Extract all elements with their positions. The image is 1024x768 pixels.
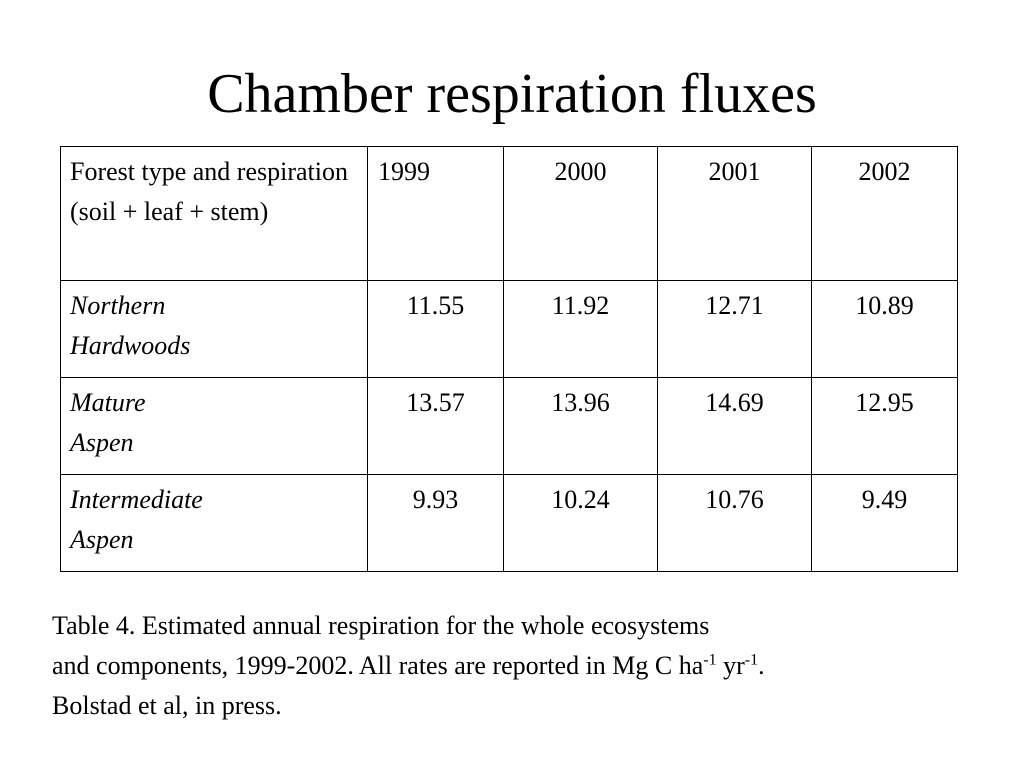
row-label-line1: Northern bbox=[70, 291, 166, 320]
table-row bbox=[61, 378, 958, 475]
row-label bbox=[61, 281, 368, 378]
header-cell-forest-type: Forest type and respiration (soil + leaf + stem) bbox=[61, 147, 368, 281]
row-label-line2: Aspen bbox=[70, 428, 134, 457]
table-cell: 12.71 bbox=[658, 281, 812, 378]
header-cell-2000: 2000 bbox=[504, 147, 658, 281]
table-row bbox=[61, 475, 958, 572]
table-cell: 13.57 bbox=[368, 378, 504, 475]
table-cell: 13.96 bbox=[504, 378, 658, 475]
header-cell-2001: 2001 bbox=[658, 147, 812, 281]
row-label-line2: Aspen bbox=[70, 525, 134, 554]
header-cell-1999: 1999 bbox=[368, 147, 504, 281]
table-row bbox=[61, 281, 958, 378]
header-cell-2002: 2002 bbox=[812, 147, 958, 281]
table-caption bbox=[52, 606, 1012, 726]
table-header-row bbox=[61, 147, 958, 281]
row-label-line1: Intermediate bbox=[70, 485, 203, 514]
caption-superscript: -1 bbox=[744, 651, 759, 669]
table-cell: 12.95 bbox=[812, 378, 958, 475]
caption-line1: Table 4. Estimated annual respiration for the whole ecosystems bbox=[52, 611, 710, 640]
table-cell: 10.76 bbox=[658, 475, 812, 572]
respiration-table bbox=[60, 146, 958, 572]
row-label-line1: Mature bbox=[70, 388, 146, 417]
row-label-line2: Hardwoods bbox=[70, 331, 191, 360]
row-label bbox=[61, 378, 368, 475]
caption-unit-text: yr bbox=[716, 651, 745, 680]
caption-superscript: -1 bbox=[703, 651, 717, 669]
table-cell: 11.55 bbox=[368, 281, 504, 378]
table-cell: 14.69 bbox=[658, 378, 812, 475]
table-cell: 10.89 bbox=[812, 281, 958, 378]
table-cell: 11.92 bbox=[504, 281, 658, 378]
caption-period: . bbox=[758, 651, 765, 680]
table-cell: 9.93 bbox=[368, 475, 504, 572]
table-cell: 9.49 bbox=[812, 475, 958, 572]
caption-line2-text: and components, 1999-2002. All rates are reported in Mg C ha bbox=[52, 651, 704, 680]
caption-line3: Bolstad et al, in press. bbox=[52, 691, 282, 720]
slide-title: Chamber respiration fluxes bbox=[207, 63, 817, 125]
table-cell: 10.24 bbox=[504, 475, 658, 572]
row-label bbox=[61, 475, 368, 572]
